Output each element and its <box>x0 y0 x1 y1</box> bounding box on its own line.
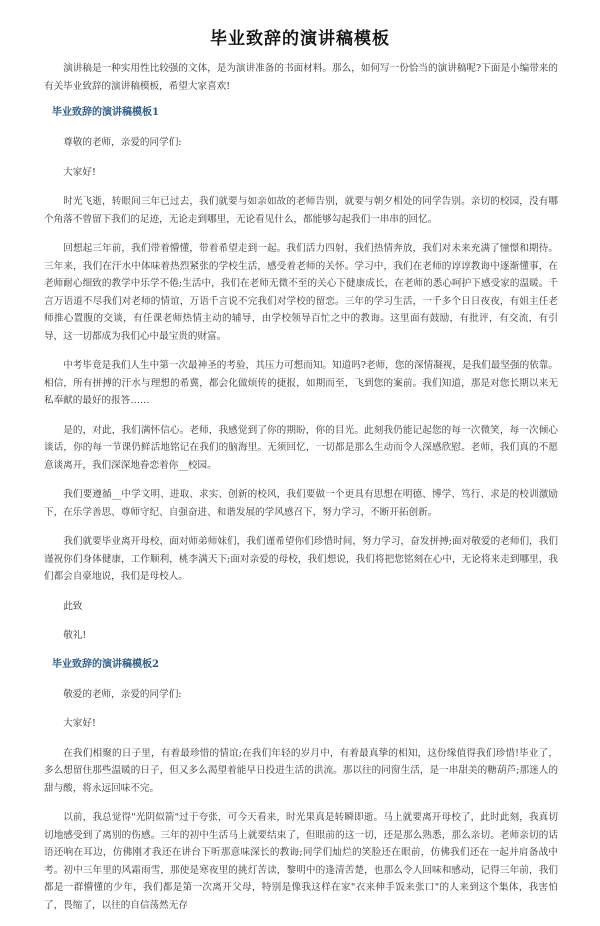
body-paragraph: 我们就要毕业离开母校，面对师弟师妹们，我们谨希望你们珍惜时间，努力学习，奋发拼搏;面对敬爱的老师们，我们谨祝你们身体健康，工作顺利，桃李满天下;面对亲爱的母校，我们想说，我们将把您铭刻在心中，无论将来走到哪里，我们都会自豪地说，我们是母校人。 <box>44 536 558 582</box>
salutation: 敬爱的老师，亲爱的同学们: <box>63 688 182 700</box>
intro-paragraph: 演讲稿是一种实用性比较强的文体，是为演讲准备的书面材料。那么，如何写一份恰当的演讲稿呢?下面是小编带来的有关毕业致辞的演讲稿模板，希望大家喜欢! <box>44 63 558 92</box>
section-heading: 毕业致辞的演讲稿模板2 <box>52 658 159 670</box>
section-template-2 <box>44 657 558 915</box>
greeting: 大家好! <box>63 718 96 729</box>
document-body <box>44 60 558 926</box>
body-paragraph: 我们要遵循__中学文明、进取、求实、创新的校风，我们要做一个更具有思想在明德、博学、笃行、求是的校训激励下，在乐学善思、尊师守纪、自强奋进、和谐发展的学风感召下，努力学习，不断开拓创新。 <box>44 489 558 518</box>
greeting: 大家好! <box>63 166 96 178</box>
section-heading: 毕业致辞的演讲稿模板1 <box>52 107 159 118</box>
body-paragraph: 时光飞逝，转眼间三年已过去，我们就要与如亲如故的老师告别，就要与朝夕相处的同学告别。亲切的校园，没有哪个角落不曾留下我们的足迹，无论走到哪里，无论看见什么，都能够勾起我们一串串的回忆。 <box>44 196 558 225</box>
body-paragraph: 回想起三年前，我们带着懵懂，带着希望走到一起。我们活力四射，我们热情奔放，我们对未来充满了憧憬和期待。三年来，我们在汗水中体味着热烈紧张的学校生活，感受着老师的关怀。学习中，我们在老师的谆谆教诲中逐渐懂事，在老师耐心细致的教学中乐学不倦;生活中，我们在老师无微不至的关心下健康成长，在老师的悉心呵护下感受家的温暖。千言万语道不尽我们对老师的情谊，万语千言说不完我们对学校的留恋。三年的学习生活，一千多个日日夜夜，有姐主任老师推心置腹的交谈，有任课老师热情主动的辅导，由学校领导百忙之中的教诲。这里面有鼓励，有批评，有交流，有引导，这一切都成为我们心中最宝贵的财富。 <box>44 243 558 342</box>
body-paragraph: 在我们相聚的日子里，有着最珍惜的情谊;在我们年轻的岁月中，有着最真挚的相知，这份缘值得我们珍惜!毕业了，多么想留住那些温暖的日子，但又多么渴望着能早日投进生活的洪流。那以往的同窗生活，是一串甜美的糖葫芦;那迷人的甜与酸，将永远回味不完。 <box>44 747 558 794</box>
salutation: 尊敬的老师，亲爱的同学们: <box>63 137 182 148</box>
body-paragraph: 以前，我总觉得"光阴似箭"过于夸张，可今天看来，时光果真是转瞬即逝。马上就要离开母校了，此时此刻，我真切切地感受到了离别的伤感。三年的初中生活马上就要结束了，但眼前的这一切，还是那么熟悉，那么亲切。老师亲切的话语还响在耳边，仿佛刚才我还在讲台下听那意味深长的教诲;同学们灿烂的笑脸还在眼前，仿佛我们还在一起并肩备战中考。初中三年里的风霜雨雪，那使是寒夜里的挑灯苦读，黎明中的逢清苦楚，也那么令人回味和感动，记得三年前，我们都是一群懵懂的少年，我们都是第一次离开父母，特别是像我这样在家"衣来伸手饭来张口"的人来到这个集体，我害怕了，畏缩了，以往的自信荡然无存 <box>44 812 558 911</box>
closing-salute: 敬礼! <box>63 630 87 641</box>
body-paragraph: 是的，对此，我们满怀信心。老师，我感觉到了你的期盼，你的目光。此刻我仍能记起您的每一次微笑，每一次倾心谈话，你的每一节课仍鲜活地铭记在我们的脑海里。无须回忆，一切都是那么生动而令人深感欣慰。老师，我们真的不愿意谈离开，我们深深地眷恋着你__校园。 <box>44 424 558 471</box>
document-title: 毕业致辞的演讲稿模板 <box>210 29 390 49</box>
body-paragraph: 中考毕竟是我们人生中第一次最神圣的考验，其压力可想而知。知道吗?老师，您的深情凝视，是我们最坚强的依靠。相信，所有拼搏的汗水与理想的希冀，都会化做烦传的捷报，如期而至，飞到您的案前。我们知道，那是对您长期以来无私奉献的最好的报答…… <box>44 360 558 406</box>
closing-line: 此致 <box>63 600 83 612</box>
section-template-1 <box>44 105 558 645</box>
